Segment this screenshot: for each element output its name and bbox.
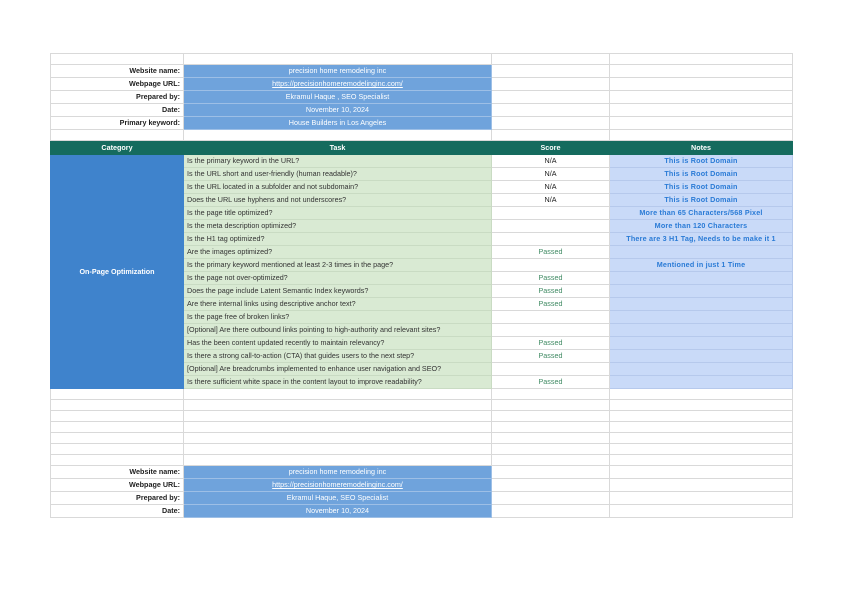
score-cell[interactable]: Passed (492, 376, 610, 389)
task-cell[interactable]: Does the URL use hyphens and not underscores? (184, 194, 492, 207)
score-cell[interactable] (492, 311, 610, 324)
score-cell[interactable] (492, 324, 610, 337)
score-cell[interactable] (492, 207, 610, 220)
webpage-url-label: Webpage URL: (51, 479, 184, 492)
spacer-row (51, 411, 793, 422)
task-cell[interactable]: Is the URL short and user-friendly (human readable)? (184, 168, 492, 181)
audit-table (50, 53, 793, 518)
notes-cell[interactable] (610, 350, 793, 363)
primary-keyword-label: Primary keyword: (51, 117, 184, 130)
notes-cell[interactable]: This is Root Domain (610, 155, 793, 168)
score-cell[interactable]: Passed (492, 350, 610, 363)
notes-cell[interactable]: More than 65 Characters/568 Pixel (610, 207, 793, 220)
task-cell[interactable]: Is the primary keyword mentioned at least 2-3 times in the page? (184, 259, 492, 272)
score-cell[interactable]: N/A (492, 181, 610, 194)
notes-cell[interactable] (610, 311, 793, 324)
task-cell[interactable]: Is the meta description optimized? (184, 220, 492, 233)
task-cell[interactable]: Are there internal links using descriptive anchor text? (184, 298, 492, 311)
primary-keyword-value[interactable]: House Builders in Los Angeles (184, 117, 492, 130)
notes-cell[interactable]: This is Root Domain (610, 181, 793, 194)
notes-cell[interactable] (610, 337, 793, 350)
info-row-website (51, 65, 793, 78)
notes-cell[interactable]: This is Root Domain (610, 194, 793, 207)
notes-cell[interactable] (610, 298, 793, 311)
task-cell[interactable]: Is the H1 tag optimized? (184, 233, 492, 246)
header-category: Category (51, 141, 184, 155)
spacer-row (51, 455, 793, 466)
task-cell[interactable]: Is the page not over-optimized? (184, 272, 492, 285)
website-name-value[interactable]: precision home remodeling inc (184, 466, 492, 479)
info-row-url (51, 78, 793, 91)
notes-cell[interactable]: Mentioned in just 1 Time (610, 259, 793, 272)
prepared-by-label: Prepared by: (51, 492, 184, 505)
score-cell[interactable]: Passed (492, 285, 610, 298)
prepared-by-value[interactable]: Ekramul Haque , SEO Specialist (184, 91, 492, 104)
notes-cell[interactable] (610, 246, 793, 259)
score-cell[interactable]: Passed (492, 246, 610, 259)
notes-cell[interactable] (610, 324, 793, 337)
prepared-by-label: Prepared by: (51, 91, 184, 104)
header-score: Score (492, 141, 610, 155)
website-name-label: Website name: (51, 466, 184, 479)
task-cell[interactable]: Is the page title optimized? (184, 207, 492, 220)
notes-cell[interactable] (610, 285, 793, 298)
score-cell[interactable]: Passed (492, 298, 610, 311)
notes-cell[interactable] (610, 272, 793, 285)
website-name-label: Website name: (51, 65, 184, 78)
task-cell[interactable]: Is the page free of broken links? (184, 311, 492, 324)
notes-cell[interactable]: More than 120 Characters (610, 220, 793, 233)
spacer-row (51, 130, 793, 141)
spacer-row (51, 54, 793, 65)
info-row-keyword (51, 117, 793, 130)
spacer-row (51, 433, 793, 444)
task-cell[interactable]: Is the primary keyword in the URL? (184, 155, 492, 168)
score-cell[interactable]: Passed (492, 272, 610, 285)
task-cell[interactable]: Does the page include Latent Semantic Index keywords? (184, 285, 492, 298)
header-notes: Notes (610, 141, 793, 155)
webpage-url-label: Webpage URL: (51, 78, 184, 91)
score-cell[interactable] (492, 259, 610, 272)
category-cell: On-Page Optimization (51, 155, 184, 389)
task-cell[interactable]: Is there a strong call-to-action (CTA) that guides users to the next step? (184, 350, 492, 363)
notes-cell[interactable]: This is Root Domain (610, 168, 793, 181)
score-cell[interactable]: N/A (492, 194, 610, 207)
task-cell[interactable]: Is there sufficient white space in the content layout to improve readability? (184, 376, 492, 389)
spacer-row (51, 422, 793, 433)
date-label: Date: (51, 505, 184, 518)
checklist-row (51, 155, 793, 168)
seo-audit-sheet (50, 53, 792, 518)
website-name-value[interactable]: precision home remodeling inc (184, 65, 492, 78)
info-row-url-bottom (51, 479, 793, 492)
date-value[interactable]: November 10, 2024 (184, 505, 492, 518)
notes-cell[interactable]: There are 3 H1 Tag, Needs to be make it 1 (610, 233, 793, 246)
score-cell[interactable] (492, 220, 610, 233)
score-cell[interactable]: N/A (492, 168, 610, 181)
checklist-rows (51, 155, 793, 389)
task-cell[interactable]: Are the images optimized? (184, 246, 492, 259)
header-task: Task (184, 141, 492, 155)
webpage-url-link[interactable]: https://precisionhomeremodelinginc.com/ (184, 479, 492, 492)
spacer-row (51, 444, 793, 455)
task-cell[interactable]: Is the URL located in a subfolder and not subdomain? (184, 181, 492, 194)
prepared-by-value[interactable]: Ekramul Haque, SEO Specialist (184, 492, 492, 505)
date-label: Date: (51, 104, 184, 117)
webpage-url-link[interactable]: https://precisionhomeremodelinginc.com/ (184, 78, 492, 91)
spacer-row (51, 389, 793, 400)
info-row-date-bottom (51, 505, 793, 518)
score-cell[interactable]: Passed (492, 337, 610, 350)
date-value[interactable]: November 10, 2024 (184, 104, 492, 117)
task-cell[interactable]: [Optional] Are breadcrumbs implemented to enhance user navigation and SEO? (184, 363, 492, 376)
table-header-row (51, 141, 793, 155)
score-cell[interactable] (492, 363, 610, 376)
info-row-date (51, 104, 793, 117)
notes-cell[interactable] (610, 376, 793, 389)
score-cell[interactable]: N/A (492, 155, 610, 168)
info-row-prepared-bottom (51, 492, 793, 505)
task-cell[interactable]: Has the been content updated recently to maintain relevancy? (184, 337, 492, 350)
spacer-row (51, 400, 793, 411)
info-row-prepared (51, 91, 793, 104)
info-row-website-bottom (51, 466, 793, 479)
task-cell[interactable]: [Optional] Are there outbound links pointing to high-authority and relevant sites? (184, 324, 492, 337)
notes-cell[interactable] (610, 363, 793, 376)
score-cell[interactable] (492, 233, 610, 246)
